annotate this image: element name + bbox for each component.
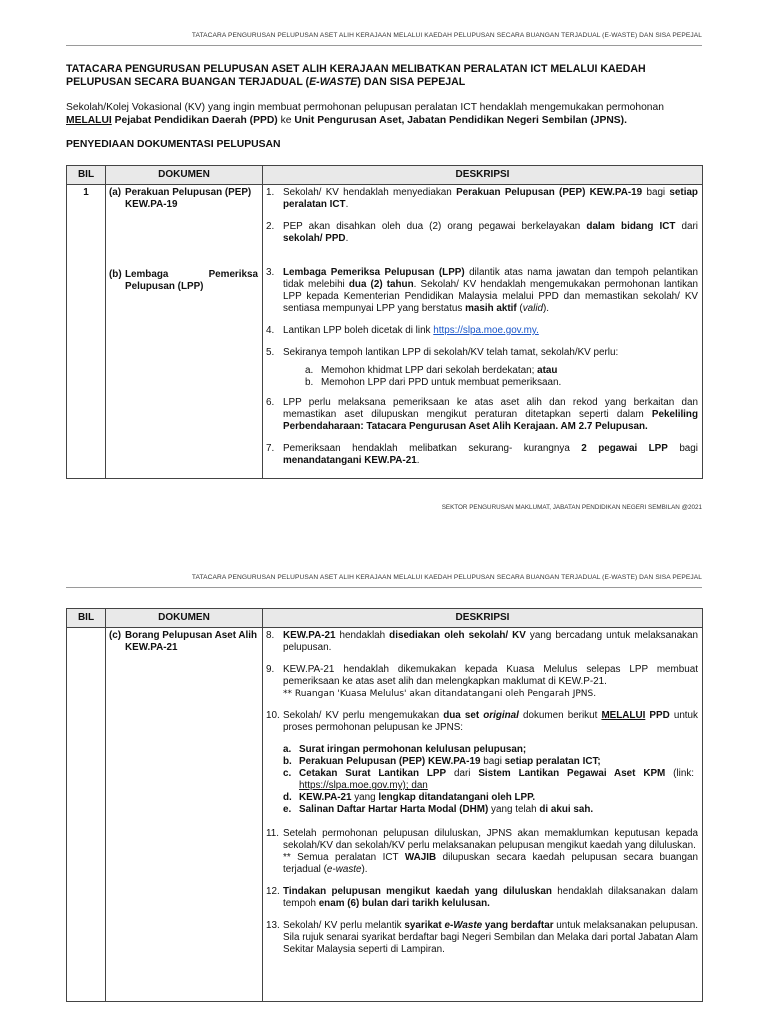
page-footer: SEKTOR PENGURUSAN MAKLUMAT, JABATAN PENDIDIKAN NEGERI SEMBILAN @2021 — [441, 504, 702, 511]
header-dokumen: DOKUMEN — [106, 609, 263, 628]
sub-list-item: c. Cetakan Surat Lantikan LPP dari Sistem Lantikan Pegawai Aset KPM (link: https://slpa.moe.gov.my); dan — [283, 768, 695, 791]
documentation-table-1 — [66, 165, 703, 479]
deskripsi-cell — [263, 185, 703, 479]
header-deskripsi: DESKRIPSI — [263, 166, 703, 185]
list-item: 2. PEP akan disahkan oleh dua (2) orang pegawai berkelayakan dalam bidang ICT dari sekolah/ PPD. — [266, 221, 698, 244]
section-title: PENYEDIAAN DOKUMENTASI PELUPUSAN — [66, 139, 281, 150]
bil-number: 1 — [83, 187, 89, 198]
intro-paragraph: Sekolah/Kolej Vokasional (KV) yang ingin membuat permohonan pelupusan peralatan ICT hendaklah mengemukakan permohonan MELALUI Pejabat Pendidikan Daerah (PPD) ke Unit Pengurusan Aset, Jabatan Pendidikan Negeri Sembilan (JPNS). — [66, 102, 664, 126]
list-item: 1. Sekolah/ KV hendaklah menyediakan Perakuan Pelupusan (PEP) KEW.PA-19 bagi setiap peralatan ICT. — [266, 187, 698, 210]
list-item: 6. LPP perlu melaksana pemeriksaan ke atas aset alih dan rekod yang berkaitan dan memastikan aset dilupuskan mengikut peraturan ditetapkan seperti dalam Pekeliling Perbendaharaan: Tatacara Pengurusan Aset Alih Kerajaan. AM 2.7 Pelupusan. — [266, 397, 698, 432]
running-header: TATACARA PENGURUSAN PELUPUSAN ASET ALIH KERAJAAN MELALUI KAEDAH PELUPUSAN SECARA BUANGAN TERJADUAL (E-WASTE) DAN SISA PEPEJAL — [191, 32, 702, 39]
header-rule — [66, 45, 702, 46]
slpa-link[interactable]: https://slpa.moe.gov.my); dan — [299, 780, 428, 791]
list-item: 5. Sekiranya tempoh lantikan LPP di sekolah/KV telah tamat, sekolah/KV perlu: a. Memohon khidmat LPP dari sekolah berdekatan; atau b. Memohon LPP dari PPD untuk membuat pemeriksaan. — [263, 347, 702, 389]
list-item: 13. Sekolah/ KV perlu melantik syarikat e-Waste yang berdaftar untuk melaksanakan pelupusan. Sila rujuk senarai syarikat berdaftar bagi Negeri Sembilan dan Melaka dari portal Jabatan Alam Sekitar Malaysia seperti di Lampiran. — [266, 920, 698, 955]
sub-list — [283, 744, 698, 816]
document-item-pep: (a) Perakuan Pelupusan (PEP) KEW.PA-19 — [109, 187, 252, 210]
table-header-row — [67, 166, 703, 185]
deskripsi-cell — [263, 628, 703, 1002]
sub-list-item: b. Perakuan Pelupusan (PEP) KEW.PA-19 bagi setiap peralatan ICT; — [283, 756, 601, 767]
document-item-lpp: (b) Lembaga Pemeriksa Pelupusan (LPP) — [109, 269, 258, 292]
dokumen-cell — [106, 185, 263, 479]
header-dokumen: DOKUMEN — [106, 166, 263, 185]
header-bil: BIL — [67, 609, 106, 628]
slpa-link[interactable]: https://slpa.moe.gov.my. — [433, 325, 539, 336]
description-list — [263, 630, 702, 956]
document-item-kew-pa-21: (c) Borang Pelupusan Aset Alih KEW.PA-21 — [109, 630, 258, 653]
list-item: 4. Lantikan LPP boleh dicetak di link https://slpa.moe.gov.my. — [266, 325, 539, 336]
list-item: 9. KEW.PA-21 hendaklah dikemukakan kepada Kuasa Melulus selepas LPP membuat pemeriksaan ke atas aset alih dan melengkapkan maklumat di KEW.P-21. ** Ruangan 'Kuasa Melulus' akan ditandatangani oleh Pengarah JPNS. — [266, 664, 698, 699]
table-row — [67, 185, 703, 479]
document-title: TATACARA PENGURUSAN PELUPUSAN ASET ALIH KERAJAAN MELIBATKAN PERALATAN ICT MELALUI KAEDAH PELUPUSAN SECARA BUANGAN TERJADUAL (E-WASTE) DAN SISA PEPEJAL — [66, 63, 646, 88]
header-rule — [66, 587, 702, 588]
header-bil: BIL — [67, 166, 106, 185]
bil-cell — [67, 628, 106, 1002]
sub-list-item: b. Memohon LPP dari PPD untuk membuat pemeriksaan. — [305, 377, 562, 388]
list-item: 12. Tindakan pelupusan mengikut kaedah yang diluluskan hendaklah dilaksanakan dalam tempoh enam (6) bulan dari tarikh kelulusan. — [266, 886, 698, 909]
sub-list-item: a. Memohon khidmat LPP dari sekolah berdekatan; atau — [305, 365, 558, 376]
documentation-table-2 — [66, 608, 703, 1002]
sub-list-item: e. Salinan Daftar Hartar Harta Modal (DHM) yang telah di akui sah. — [283, 804, 594, 815]
table-row — [67, 628, 703, 1002]
dokumen-cell — [106, 628, 263, 1002]
document-page-2 — [0, 540, 768, 1024]
table-header-row — [67, 609, 703, 628]
list-item: 7. Pemeriksaan hendaklah melibatkan sekurang- kurangnya 2 pegawai LPP bagi menandatangani KEW.PA-21. — [266, 443, 698, 466]
description-list — [263, 187, 702, 467]
sub-list-item: a. Surat iringan permohonan kelulusan pelupusan; — [283, 744, 527, 755]
bil-cell — [67, 185, 106, 479]
running-header: TATACARA PENGURUSAN PELUPUSAN ASET ALIH KERAJAAN MELALUI KAEDAH PELUPUSAN SECARA BUANGAN TERJADUAL (E-WASTE) DAN SISA PEPEJAL — [191, 574, 702, 581]
header-deskripsi: DESKRIPSI — [263, 609, 703, 628]
sub-list-item: d. KEW.PA-21 yang lengkap ditandatangani oleh LPP. — [283, 792, 536, 803]
list-item: 8. KEW.PA-21 hendaklah disediakan oleh sekolah/ KV yang bercadang untuk melaksanakan pelupusan. — [266, 630, 698, 653]
sub-list — [305, 365, 698, 389]
list-item: 3. Lembaga Pemeriksa Pelupusan (LPP) dilantik atas nama jawatan dan tempoh pelantikan tidak melebihi dua (2) tahun. Sekolah/ KV hendaklah mengemukakan permohonan lantikan LPP kepada Kementerian Pendidikan Malaysia melalui PPD dan memastikan sekolah/ KV sentiasa mempunyai LPP yang berstatus masih aktif (valid). — [266, 267, 698, 314]
list-item: 11. Setelah permohonan pelupusan diluluskan, JPNS akan memaklumkan keputusan kepada sekolah/KV dan sekolah/KV perlu melaksanakan pelupusan mengikut kaedah yang diluluskan. ** Semua peralatan ICT WAJIB dilupuskan secara kaedah pelupusan secara buangan terjadual (e-waste). — [266, 828, 699, 875]
list-item: 10. Sekolah/ KV perlu mengemukakan dua set original dokumen berikut MELALUI PPD untuk proses permohonan pelupusan ke JPNS: a. Surat iringan permohonan kelulusan pelupusan; b. Perakuan Pelupusan (PEP) KEW.PA-19 bagi setiap peralatan ICT; c. Cetakan Surat Lantikan LPP dari Sistem Lantikan Pegawai Aset KPM (link: https://slpa.moe.gov.my); dan d. KEW.PA-21 yang lengkap ditandatangani oleh LPP. e. Salinan Daftar Hartar Harta Modal (DHM) yang telah di akui sah. — [266, 710, 698, 815]
